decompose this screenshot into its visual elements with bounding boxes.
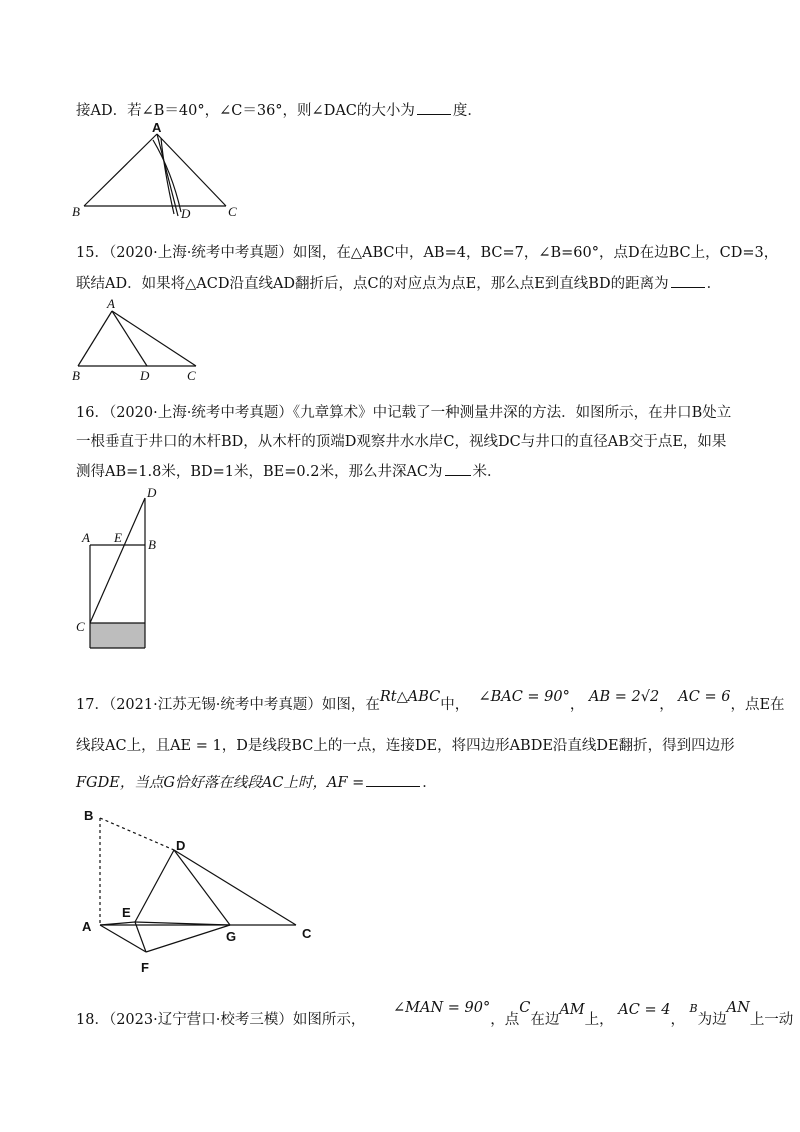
q17-math-ac: AC = 6 (678, 689, 731, 705)
q18-text-line-1 (76, 1000, 794, 1031)
q17-text-i: ，点E在 (730, 697, 785, 713)
q17-segment-ef (135, 922, 146, 952)
q14-text-line-1 (76, 100, 482, 121)
q15-text-end: ． (706, 276, 722, 292)
q15-text: 联结AD．如果将△ACD沿直线AD翻折后，点C的对应点为点E，那么点E到直线BD的距离为 (76, 276, 669, 292)
q17-math-angle: ∠BAC = 90° (478, 689, 570, 705)
q15-segment-ab (78, 311, 112, 366)
q17-segment-bd-dashed (100, 818, 174, 850)
q17-figure (78, 800, 328, 980)
q17-text-g: ， (659, 697, 674, 713)
q18-math-ac: AC = 4 (618, 1002, 671, 1018)
q15-label-d: D (140, 368, 150, 383)
q17-label-a: A (82, 919, 92, 934)
q17-text-line-2: 线段AC上，且AE = 1，D是线段BC上的一点，连接DE，将四边形ABDE沿直线DE翻折，得到四边形 (76, 738, 735, 754)
q14-label-d: D (181, 206, 191, 221)
q15-text-line-1: 15．（2020·上海·统考中考真题）如图，在△ABC中，AB=4，BC=7，∠B=60°，点D在边BC上，CD=3， (76, 245, 779, 261)
q17-answer-blank[interactable] (366, 772, 420, 787)
q18-math-am: AM (559, 1002, 585, 1018)
q14-segment-ad (157, 134, 178, 216)
q15-segment-ac (112, 311, 196, 366)
q16-answer-blank[interactable] (445, 461, 471, 476)
q15-text-line-2 (76, 273, 721, 294)
q18-math-an: AN (726, 1000, 750, 1016)
q17-text-line-3 (76, 772, 437, 793)
q18-text-c: ，点 (490, 1012, 520, 1028)
q17-segment-fg (146, 925, 230, 952)
q16-label-b: B (148, 537, 156, 552)
q16-water (90, 623, 145, 648)
q14-text-end: 度． (452, 103, 482, 119)
q17-math-rt-abc: Rt△ABC (379, 689, 441, 705)
q14-label-b: B (72, 204, 80, 219)
q18-text-a: 18．（2023·辽宁营口·校考三模）如图所示， (76, 1012, 366, 1028)
q15-label-a: A (107, 296, 115, 311)
q14-figure (60, 120, 260, 225)
q18-math-b: B (689, 1002, 698, 1015)
q17-text-line3: FGDE，当点G恰好落在线段AC上时，AF = (76, 775, 365, 791)
q17-text-e: ， (569, 697, 585, 713)
q16-text-line-2: 一根垂直于井口的木杆BD，从木杆的顶端D观察井水水岸C，视线DC与井口的直径AB交于点E，如果 (76, 434, 727, 450)
q16-label-c: C (76, 619, 85, 634)
q14-label-c: C (228, 204, 237, 219)
q17-label-c: C (302, 926, 312, 941)
q18-text-g: 上， (584, 1012, 614, 1028)
q18-text-i: ， (670, 1012, 685, 1028)
q18-math-c: C (519, 1000, 531, 1016)
q17-segment-dg (174, 850, 230, 925)
q17-label-f: F (141, 960, 149, 975)
q17-text-c: 中， (440, 697, 470, 713)
q14-arc (153, 140, 181, 212)
q18-text-e: 在边 (530, 1012, 560, 1028)
q14-text: 接AD．若∠B＝40°，∠C＝36°，则∠DAC的大小为 (76, 103, 415, 119)
q17-segment-af (100, 925, 146, 952)
q16-figure (70, 483, 180, 655)
q17-label-e: E (122, 905, 131, 920)
q18-math-angle: ∠MAN = 90° (392, 1000, 491, 1016)
q14-answer-blank[interactable] (417, 100, 451, 115)
q15-label-b: B (72, 368, 80, 383)
q18-text-m: 上一动 (749, 1012, 794, 1028)
q17-label-g: G (226, 929, 237, 944)
q17-segment-dc (174, 850, 296, 925)
q17-label-b: B (84, 808, 94, 823)
q17-text-a: 17．（2021·江苏无锡·统考中考真题）如图，在 (76, 697, 380, 713)
q16-label-d: D (147, 485, 157, 500)
q16-text: 测得AB=1.8米，BD=1米，BE=0.2米，那么井深AC为 (76, 464, 443, 480)
q17-math-ab: AB = 2√2 (589, 689, 660, 705)
q15-figure (60, 296, 220, 386)
q16-sight-line (90, 498, 145, 623)
q14-label-a: A (152, 120, 162, 135)
q18-text-k: 为边 (697, 1012, 727, 1028)
q16-text-end: 米． (472, 464, 502, 480)
q15-label-c: C (187, 368, 196, 383)
q14-segment-ab (84, 134, 157, 206)
q17-label-d: D (176, 838, 186, 853)
q16-text-line-3 (76, 461, 502, 482)
q17-text-end: ． (422, 775, 437, 791)
q16-label-a: A (82, 530, 90, 545)
q17-segment-ed (135, 850, 174, 922)
q16-text-line-1: 16．（2020·上海·统考中考真题）《九章算术》中记载了一种测量井深的方法．如图所示，在井口B处立 (76, 405, 732, 421)
q15-answer-blank[interactable] (671, 273, 705, 288)
q17-text-line-1 (76, 689, 785, 715)
q15-segment-ad (112, 311, 147, 366)
q16-label-e: E (114, 530, 122, 545)
